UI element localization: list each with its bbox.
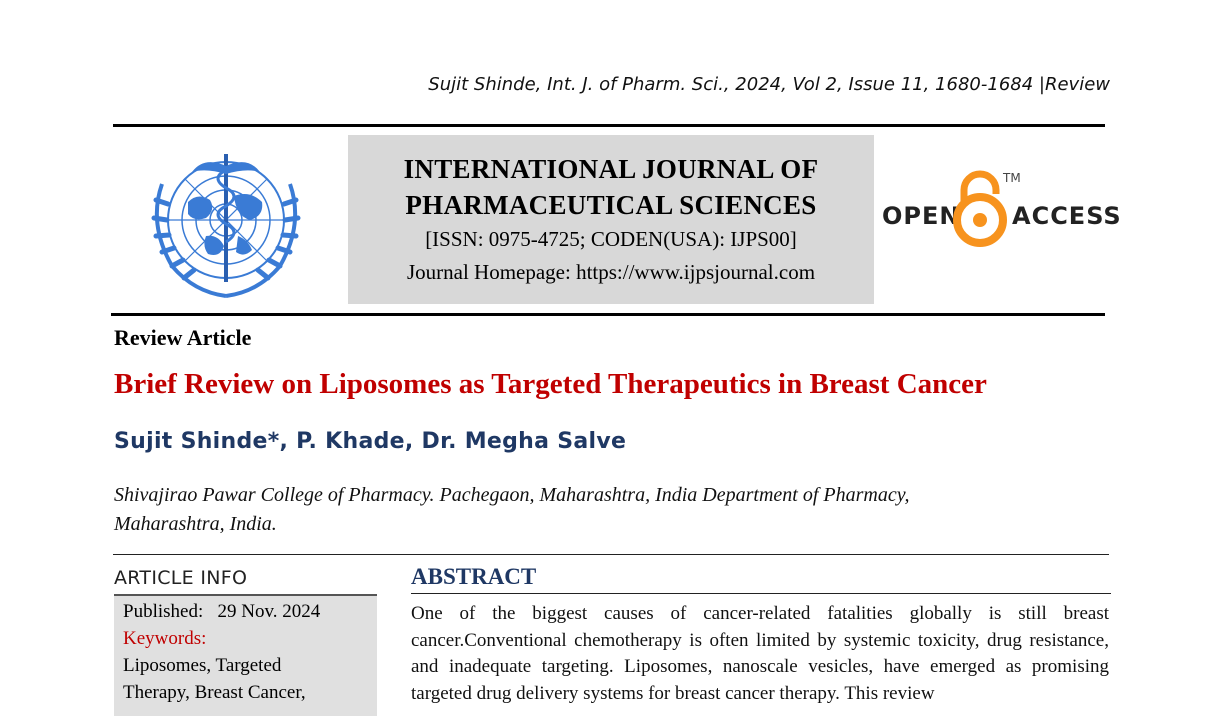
open-access-logo	[880, 168, 1122, 250]
journal-homepage: Journal Homepage: https://www.ijpsjournal.com	[406, 260, 816, 284]
affiliation-line2: Maharashtra, India.	[114, 513, 277, 535]
journal-title-line2: PHARMACEUTICAL SCIENCES	[405, 190, 817, 220]
keywords-line2: Therapy, Breast Cancer,	[123, 682, 306, 703]
open-access-left-text: OPEN	[882, 202, 961, 230]
section-divider	[113, 554, 1109, 555]
keywords-label: Keywords:	[123, 628, 207, 649]
journal-emblem-icon	[126, 140, 326, 306]
open-access-right-text: ACCESS	[1012, 202, 1122, 230]
published-date: 29 Nov. 2024	[217, 601, 321, 622]
article-info-box	[114, 596, 377, 716]
keywords-line1: Liposomes, Targeted	[123, 655, 282, 676]
article-type: Review Article	[114, 325, 252, 350]
abstract-text: One of the biggest causes of cancer-related fatalities globally is still breast cancer.Conventional chemotherapy is often limited by systemic toxicity, drug resistance, and inadequate targeting. Liposomes, nanoscale vesicles, have emerged as promising targeted drug delivery systems for breast cancer therapy. This review	[411, 603, 1109, 704]
abstract-heading: ABSTRACT	[411, 564, 537, 589]
journal-issn: [ISSN: 0975-4725; CODEN(USA): IJPS00]	[425, 227, 797, 251]
article-authors: Sujit Shinde*, P. Khade, Dr. Megha Salve	[114, 429, 627, 454]
affiliation-line1: Shivajirao Pawar College of Pharmacy. Pachegaon, Maharashtra, India Department of Pharmacy,	[114, 484, 910, 506]
journal-banner	[348, 135, 874, 304]
article-info-heading: ARTICLE INFO	[114, 567, 248, 589]
header-rule-bottom	[111, 313, 1105, 316]
open-lock-icon	[957, 174, 1003, 243]
header-rule-top	[113, 124, 1105, 127]
citation-header: Sujit Shinde, Int. J. of Pharm. Sci., 2024, Vol 2, Issue 11, 1680-1684 |Review	[428, 74, 1110, 95]
trademark-mark: TM	[1003, 171, 1021, 185]
journal-title-line1: INTERNATIONAL JOURNAL OF	[403, 154, 819, 184]
published-row	[123, 598, 377, 625]
published-label: Published:	[123, 601, 204, 622]
abstract-rule	[411, 593, 1111, 594]
article-title: Brief Review on Liposomes as Targeted Therapeutics in Breast Cancer	[114, 368, 987, 400]
article-affiliation	[114, 481, 1034, 539]
